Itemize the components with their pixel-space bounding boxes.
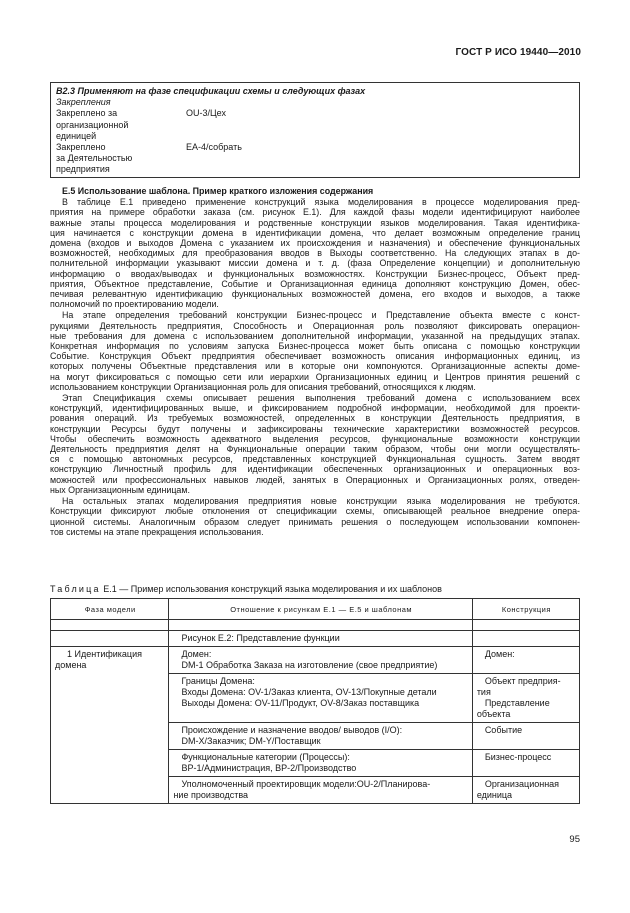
cell-phase [51,647,169,674]
paragraph [50,496,580,537]
paragraph-line: можностей или профессиональных навыков людей, занятых в Операционных и Организационных ролях, отведен- [50,474,580,485]
construct-line: Бизнес-процесс [484,752,552,762]
cell-construct [472,723,579,750]
table-row [51,647,580,674]
paragraph-line: В таблице Е.1 приведено применение конструкций языка моделирования в процессе моделирования пред- [62,197,580,208]
phase-line: 1 Идентификация [67,649,142,659]
relation-line: DM-1 Обработка Заказа на изготовление (свое предприятие) [181,660,438,670]
paragraph-line: Чтобы обеспечить возможность адекватного выделения ресурсов, функциональные возможности конструкции [50,433,580,444]
paragraph-line: ные требования для домена с использованием дополнительной информации, указанной на предыдущих этапах. [50,330,580,341]
table-row [51,631,580,647]
paragraph-line: Конкретная информация по условиям запуска Бизнес-процесса может быть описана с помощью конструкции [50,341,580,352]
cell-relation [169,674,472,723]
cell-relation [169,647,472,674]
paragraph-line: Этап Спецификация схемы описывает решения выполнения требований домена с использованием всех [62,393,580,404]
construct-line: Домен: [484,649,515,659]
paragraph-line: которых получены Объектные представления или в которые они компонуются. Организационные аспекты доме- [50,361,580,372]
paragraph-line: домена (входов и выходов Домена с указанием их происхождения и назначения) и обеспечение функциональных [50,238,580,249]
box-row-label-line: единицей [56,130,97,141]
paragraph-line: полномочий по проектированию модели. [50,299,219,310]
paragraph-line: Событие. Конструкция Объект предприятия обеспечивает возможность описания информационных единиц, из [50,351,580,362]
table-caption-text: Е.1 — Пример использования конструкций языка моделирования и их шаблонов [103,584,442,594]
cell-construct [472,647,579,674]
cell-construct [472,674,579,723]
paragraph [50,197,580,309]
paragraph-line: ных Организационным единицам. [50,484,190,495]
section-title: Е.5 Использование шаблона. Пример краткого изложения содержания [62,186,374,196]
cell-phase [51,631,169,647]
construct-line: объекта [476,709,511,719]
relation-line: Рисунок Е.2: Представление функции [181,633,340,643]
table-gap-row [51,620,580,631]
header-construct: Конструкция [472,599,579,620]
paragraph-line: ционной системы. Аналогичным образом следует принимать решения о последующем использовании компонен- [50,516,580,527]
phase-line: домена [55,660,87,670]
relation-line: BP-1/Администрация, BP-2/Производство [181,763,357,773]
table-e1 [50,598,580,804]
box-title: В2.3 Применяют на фазе спецификации схемы и следующих фазах [56,86,366,96]
cell-phase [51,674,169,723]
paragraph-line: тов системы на этапе прекращения использования. [50,526,264,537]
paragraph [50,393,580,495]
box-row [56,108,579,142]
box-row-label-line: за Деятельностью [56,153,133,164]
paragraph-line: информацию о вводах/выводах и функциональных возможностях. Конструкции Бизнес-процесс, Объект пред- [50,268,580,279]
box-row-label-line: организационной [56,119,129,130]
paragraph-line: использованием конструкции Организационная роль для описания требований, относящихся к людям. [50,381,476,392]
paragraph-line: возможностей, необходимых для преобразования вводов в Выходы соответственно. На следующих этапах в до- [50,248,580,259]
box-row-label [56,142,182,176]
table-row [51,674,580,723]
relation-line: Уполномоченный проектировщик модели:OU-2/Планирова- [181,779,431,789]
paragraph-line: конструкций, идентифицированных выше, и фиксированием подробной информации, необходимой для проекти- [50,403,580,414]
paragraph-line: приятия, Объектное представление, Событие и Организационная единица дополняют конструкцию Домен, обес- [50,278,580,289]
box-row-value: OU-3/Цех [186,108,226,119]
paragraph-line: на могут фиксироваться с помощью сети или иерархии Организационных единиц и Центров принятия решений с [50,371,580,382]
cell-phase [51,723,169,750]
paragraph-line: важные этапы процесса моделирования и родственные конструкции языков моделирования. Такая идентифика- [50,217,580,228]
cell-construct [472,777,579,804]
cell-phase [51,750,169,777]
paragraph-line: Конструкции фиксируют любые отклонения от спецификации схемы, описывающей реальное внедрение опера- [50,506,580,517]
paragraph-line: ция начинается с конструкции домена в идентификации домена, что делает возможным определение границ [50,227,580,238]
cell-construct [472,750,579,777]
paragraph-line: Деятельность предприятия делят на Функциональные операции таким образом, чтобы они могли осуществлять- [50,444,580,455]
section-paragraphs [50,197,580,537]
construct-line: Событие [484,725,523,735]
relation-line: Границы Домена: [181,676,255,686]
box-row-label [56,108,182,142]
example-box [50,82,580,178]
relation-line: Функциональные категории (Процессы): [181,752,350,762]
box-rows [56,108,579,175]
cell-relation [169,723,472,750]
cell-relation [169,750,472,777]
table-header-row [51,599,580,620]
relation-line: Домен: [181,649,212,659]
box-row-label-line: предприятия [56,164,110,175]
construct-line: Объект предприя- [484,676,561,686]
construct-line: Представление [484,698,550,708]
paragraph-line: приятия на примере обработки заказа (см. рисунок Е.1). Для каждой фазы модели идентифицируют наиболее [50,207,580,218]
relation-line: Выходы Домена: OV-11/Продукт, OV-8/Заказ поставщика [181,698,420,708]
relation-line: DM-X/Заказчик; DM-Y/Поставщик [181,736,321,746]
paragraph-line: печивая релевантную идентификацию функциональных возможностей домена, его входов и выходов, а также [50,289,580,300]
table-row [51,723,580,750]
document-header: ГОСТ Р ИСО 19440—2010 [455,47,581,58]
box-row-label-line: Закреплено [56,142,106,153]
paragraph-line: ся с помощью автономных ресурсов, представленных конструкцией Функциональная сущность. Затем вводят [50,454,580,465]
box-row [56,142,579,176]
paragraph-line: На этапе определения требований конструкции Бизнес-процесс и Представление объекта вместе с конст- [62,310,580,321]
box-row-label-line: Закреплено за [56,108,118,119]
table-row [51,750,580,777]
section-e5 [50,186,580,538]
cell-phase [51,777,169,804]
box-row-value: EA-4/собрать [186,142,242,153]
relation-line: ние производства [173,790,249,800]
paragraph-line: рования операций. Из требуемых возможностей, определенных в конструкции Деятельность предприятия, в [50,413,580,424]
paragraph [50,310,580,392]
relation-line: Происхождение и назначение вводов/ выводов (I/O): [181,725,403,735]
header-phase: Фаза модели [51,599,169,620]
box-subtitle: Закрепления [56,97,111,108]
relation-line: Входы Домена: OV-1/Заказ клиента, OV-13/Покупные детали [181,687,437,697]
construct-line: единица [476,790,513,800]
cell-relation [169,631,472,647]
cell-construct [472,631,579,647]
paragraph-line: рукциями Деятельность предприятия, Способность и Операционная роль позволяют фиксировать операцион- [50,320,580,331]
table-row [51,777,580,804]
cell-relation [169,777,472,804]
table-caption-prefix: Таблица [50,584,101,594]
table-caption [50,584,442,594]
paragraph-line: конструкции Ресурсы будут получены и зафиксированы технические характеристики возможностей ресурсов. [50,423,580,434]
paragraph-line: полнительной информации указывают миссии домена и т. д. (фаза Определение концепции) и дополнительную [50,258,580,269]
paragraph-line: На остальных этапах моделирования предприятия новые конструкции языка моделирования не требуются. [62,496,580,507]
construct-line: Организационная [484,779,560,789]
header-relation: Отношение к рисункам Е.1 — Е.5 и шаблонам [169,599,472,620]
paragraph-line: конструкцию Личностный профиль для идентификации обеспеченных организационных и операционных воз- [50,464,580,475]
page-number: 95 [569,834,580,845]
construct-line: тия [476,687,491,697]
